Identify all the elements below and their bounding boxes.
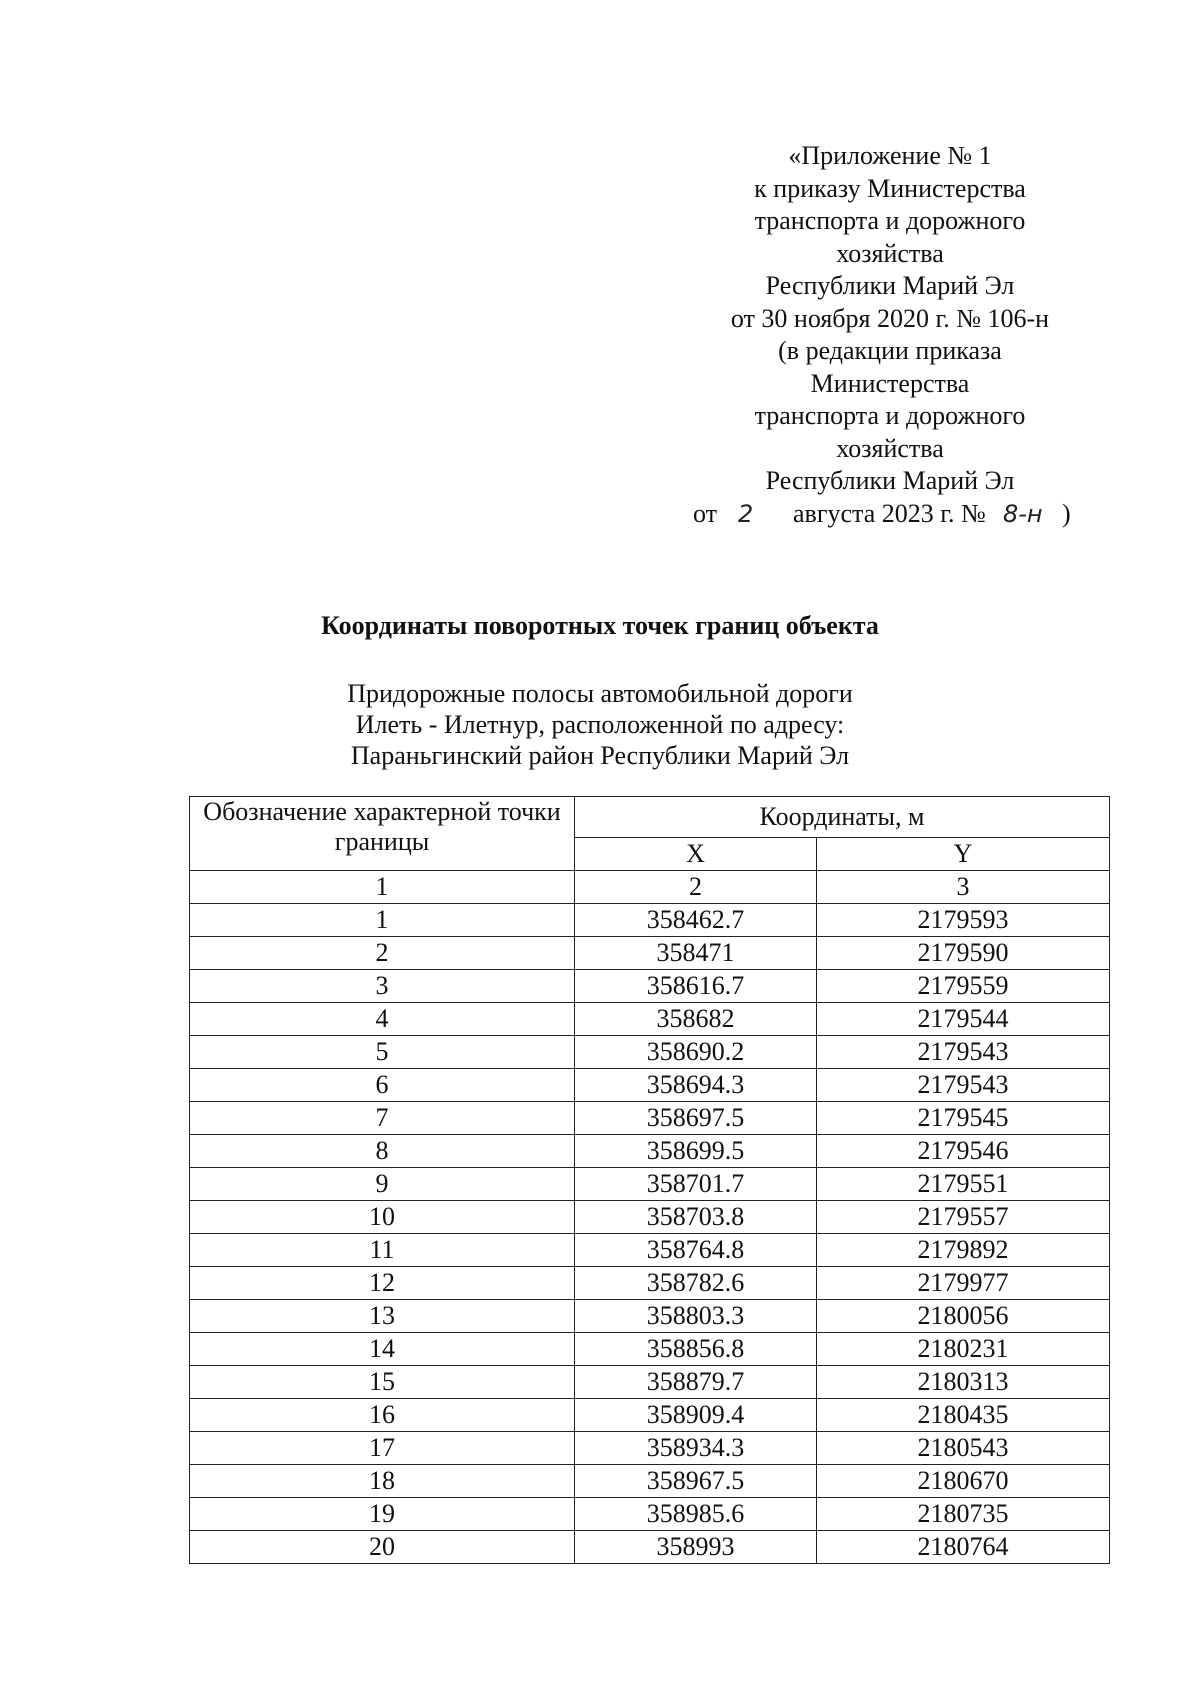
cell-x: 358803.3 [575, 1300, 817, 1333]
cell-y: 2179559 [817, 970, 1110, 1003]
cell-x: 358616.7 [575, 970, 817, 1003]
table-row [190, 1300, 1110, 1333]
cell-point: 9 [190, 1168, 575, 1201]
table-row [190, 904, 1110, 937]
header-x: X [575, 838, 817, 871]
cell-y: 2179544 [817, 1003, 1110, 1036]
table-row [190, 1135, 1110, 1168]
coordinates-table [189, 796, 1110, 1564]
cell-y: 2180435 [817, 1399, 1110, 1432]
cell-y: 2179557 [817, 1201, 1110, 1234]
cell-y: 2180313 [817, 1366, 1110, 1399]
cell-point: 10 [190, 1201, 575, 1234]
table-row [190, 1102, 1110, 1135]
cell-y: 2180056 [817, 1300, 1110, 1333]
column-number-row [190, 871, 1110, 904]
cell-x: 358993 [575, 1531, 817, 1564]
appendix-line: хозяйства [836, 433, 944, 463]
cell-point: 4 [190, 1003, 575, 1036]
table-row [190, 1168, 1110, 1201]
date-suffix: ) [1062, 498, 1071, 528]
cell-point: 20 [190, 1531, 575, 1564]
cell-point: 14 [190, 1333, 575, 1366]
cell-y: 2179892 [817, 1234, 1110, 1267]
header-y: Y [817, 838, 1110, 871]
table-row [190, 1201, 1110, 1234]
table-row [190, 1069, 1110, 1102]
appendix-line: Министерства [810, 368, 970, 398]
cell-x: 358967.5 [575, 1465, 817, 1498]
object-description [0, 678, 1200, 771]
table-row [190, 1267, 1110, 1300]
cell-point: 1 [190, 904, 575, 937]
cell-point: 19 [190, 1498, 575, 1531]
appendix-line: Республики Марий Эл [765, 271, 1015, 300]
table-row [190, 1531, 1110, 1564]
cell-y: 2180735 [817, 1498, 1110, 1531]
cell-x: 358985.6 [575, 1498, 817, 1531]
cell-point: 7 [190, 1102, 575, 1135]
column-number: 2 [575, 871, 817, 904]
cell-x: 358690.2 [575, 1036, 817, 1069]
cell-y: 2179593 [817, 904, 1110, 937]
amendment-date-line [660, 498, 1120, 531]
cell-y: 2180231 [817, 1333, 1110, 1366]
cell-x: 358701.7 [575, 1168, 817, 1201]
cell-point: 11 [190, 1234, 575, 1267]
cell-x: 358879.7 [575, 1366, 817, 1399]
header-point: Обозначение характерной точки границы [190, 797, 575, 871]
table-row [190, 937, 1110, 970]
table-row [190, 970, 1110, 1003]
cell-x: 358764.8 [575, 1234, 817, 1267]
handwritten-order-number: 8-н [1003, 499, 1043, 528]
appendix-line: «Приложение № 1 [788, 141, 992, 170]
appendix-line: (в редакции приказа [778, 336, 1002, 365]
cell-y: 2179546 [817, 1135, 1110, 1168]
table-row [190, 1036, 1110, 1069]
cell-point: 2 [190, 937, 575, 970]
cell-x: 358462.7 [575, 904, 817, 937]
subtitle-line: Придорожные полосы автомобильной дороги [347, 679, 853, 708]
cell-y: 2179977 [817, 1267, 1110, 1300]
table-row [190, 1234, 1110, 1267]
table-row [190, 1366, 1110, 1399]
table-row [190, 1498, 1110, 1531]
cell-x: 358909.4 [575, 1399, 817, 1432]
cell-y: 2180670 [817, 1465, 1110, 1498]
subtitle-line: Илеть - Илетнур, расположенной по адресу: [355, 710, 845, 739]
subtitle-line: Параньгинский район Республики Марий Эл [350, 741, 850, 770]
cell-point: 3 [190, 970, 575, 1003]
appendix-line: транспорта и дорожного [754, 206, 1026, 235]
cell-point: 5 [190, 1036, 575, 1069]
appendix-block [660, 140, 1120, 530]
column-number: 3 [817, 871, 1110, 904]
table-row [190, 1432, 1110, 1465]
cell-point: 12 [190, 1267, 575, 1300]
cell-y: 2179545 [817, 1102, 1110, 1135]
cell-point: 6 [190, 1069, 575, 1102]
date-prefix: от [693, 498, 718, 528]
header-row [190, 797, 1110, 838]
column-number: 1 [190, 871, 575, 904]
cell-point: 17 [190, 1432, 575, 1465]
cell-x: 358699.5 [575, 1135, 817, 1168]
cell-point: 18 [190, 1465, 575, 1498]
cell-x: 358471 [575, 937, 817, 970]
cell-y: 2179590 [817, 937, 1110, 970]
cell-point: 15 [190, 1366, 575, 1399]
cell-y: 2179543 [817, 1069, 1110, 1102]
handwritten-day: 2 [738, 499, 754, 528]
cell-x: 358703.8 [575, 1201, 817, 1234]
table-row [190, 1465, 1110, 1498]
cell-point: 13 [190, 1300, 575, 1333]
table-row [190, 1003, 1110, 1036]
appendix-line: транспорта и дорожного [754, 401, 1026, 430]
cell-point: 8 [190, 1135, 575, 1168]
cell-point: 16 [190, 1399, 575, 1432]
cell-x: 358934.3 [575, 1432, 817, 1465]
cell-y: 2180764 [817, 1531, 1110, 1564]
header-coordinates: Координаты, м [575, 797, 1110, 838]
cell-y: 2179543 [817, 1036, 1110, 1069]
appendix-line: к приказу Министерства [754, 173, 1026, 203]
cell-y: 2180543 [817, 1432, 1110, 1465]
cell-x: 358697.5 [575, 1102, 817, 1135]
date-middle: августа 2023 г. № [793, 498, 986, 528]
coordinates-body [190, 904, 1110, 1564]
appendix-line: хозяйства [836, 238, 944, 268]
document-title: Координаты поворотных точек границ объекта [321, 611, 879, 640]
cell-x: 358782.6 [575, 1267, 817, 1300]
cell-x: 358682 [575, 1003, 817, 1036]
table-row [190, 1399, 1110, 1432]
appendix-line: Республики Марий Эл [765, 466, 1015, 495]
cell-y: 2179551 [817, 1168, 1110, 1201]
table-row [190, 1333, 1110, 1366]
cell-x: 358694.3 [575, 1069, 817, 1102]
appendix-line: от 30 ноября 2020 г. № 106-н [730, 303, 1050, 333]
cell-x: 358856.8 [575, 1333, 817, 1366]
